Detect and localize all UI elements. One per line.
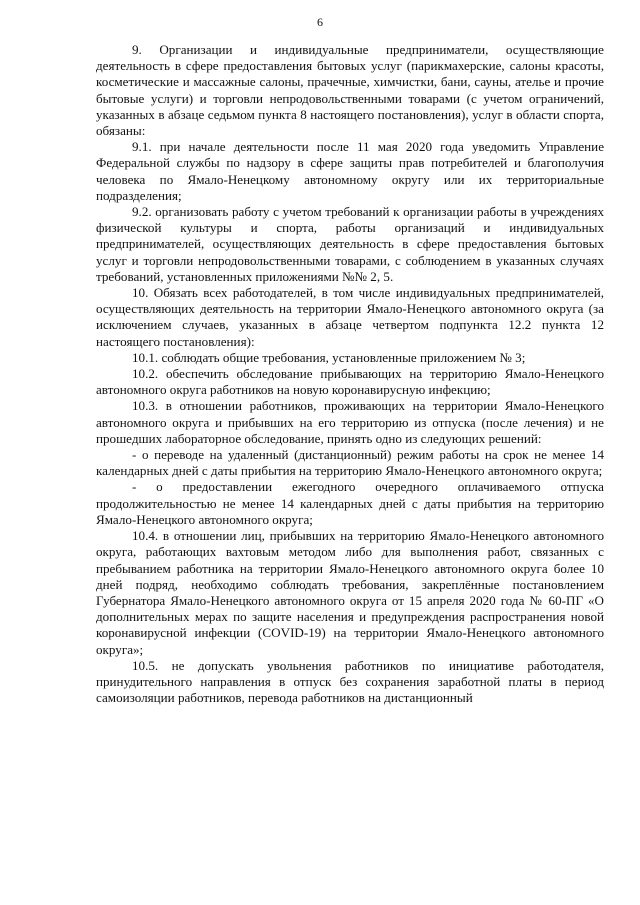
paragraph-10-5: 10.5. не допускать увольнения работников по инициативе работодателя, принудительного направления в отпуск без сохранения заработной платы в период самоизоляции работников, перевода работников на дистанционный bbox=[96, 657, 604, 706]
paragraph-9-1: 9.1. при начале деятельности после 11 мая 2020 года уведомить Управление Федеральной службы по надзору в сфере защиты прав потребителей и благополучия человека по Ямало-Ненецкому автономному округу или их территориальные подразделения; bbox=[96, 139, 604, 203]
paragraph-10-4: 10.4. в отношении лиц, прибывших на территорию Ямало-Ненецкого автономного округа, работающих вахтовым методом либо для выполнения работ, связанных с пребыванием работника на территории Ямало-Ненецкого автономного округа более 10 дней подряд, необходимо соблюдать требования, закреплённые постановлением Губернатора Ямало-Ненецкого автономного округа от 15 апреля 2020 года № 60-ПГ «О дополнительных мерах по защите населения и предупреждения распространения новой коронавирусной инфекции (COVID-19) на территории Ямало-Ненецкого автономного округа»; bbox=[96, 528, 604, 657]
page-number: 6 bbox=[317, 15, 323, 29]
document-body bbox=[96, 42, 604, 706]
paragraph-10-1: 10.1. соблюдать общие требования, установленные приложением № 3; bbox=[132, 349, 526, 365]
paragraph-10-3-option-remote: - о переводе на удаленный (дистанционный) режим работы на срок не менее 14 календарных дней с даты прибытия на территорию Ямало-Ненецкого автономного округа; bbox=[96, 447, 604, 479]
paragraph-9-2: 9.2. организовать работу с учетом требований к организации работы в учреждениях физической культуры и спорта, работы организаций и индивидуальных предпринимателей, осуществляющих деятельность в сфере предоставления бытовых услуг и торговли непродовольственными товарами, с соблюдением в указанных случаях требований, установленных приложениями №№ 2, 5. bbox=[96, 204, 604, 284]
paragraph-9: 9. Организации и индивидуальные предприниматели, осуществляющие деятельность в сфере предоставления бытовых услуг (парикмахерские, салоны красоты, косметические и массажные салоны, прачечные, химчистки, бани, сауны, ателье и прочие бытовые услуги) и торговли непродовольственными товарами (с учетом ограничений, указанных в абзаце седьмом пункта 8 настоящего постановления), услуг в области спорта, обязаны: bbox=[96, 42, 604, 139]
paragraph-10: 10. Обязать всех работодателей, в том числе индивидуальных предпринимателей, осуществляющих деятельность на территории Ямало-Ненецкого автономного округа (за исключением случаев, указанных в абзаце четвертом подпункта 12.2 пункта 12 настоящего постановления): bbox=[96, 285, 604, 349]
paragraph-10-3: 10.3. в отношении работников, проживающих на территории Ямало-Ненецкого автономного округа и прибывших на его территорию из отпуска (после лечения) и не прошедших лабораторное обследование, принять одно из следующих решений: bbox=[96, 398, 604, 446]
paragraph-10-2: 10.2. обеспечить обследование прибывающих на территорию Ямало-Ненецкого автономного округа работников на новую коронавирусную инфекцию; bbox=[96, 366, 604, 398]
paragraph-10-3-option-vacation: - о предоставлении ежегодного очередного оплачиваемого отпуска продолжительностью не менее 14 календарных дней с даты прибытия на территорию Ямало-Ненецкого автономного округа; bbox=[96, 479, 604, 527]
